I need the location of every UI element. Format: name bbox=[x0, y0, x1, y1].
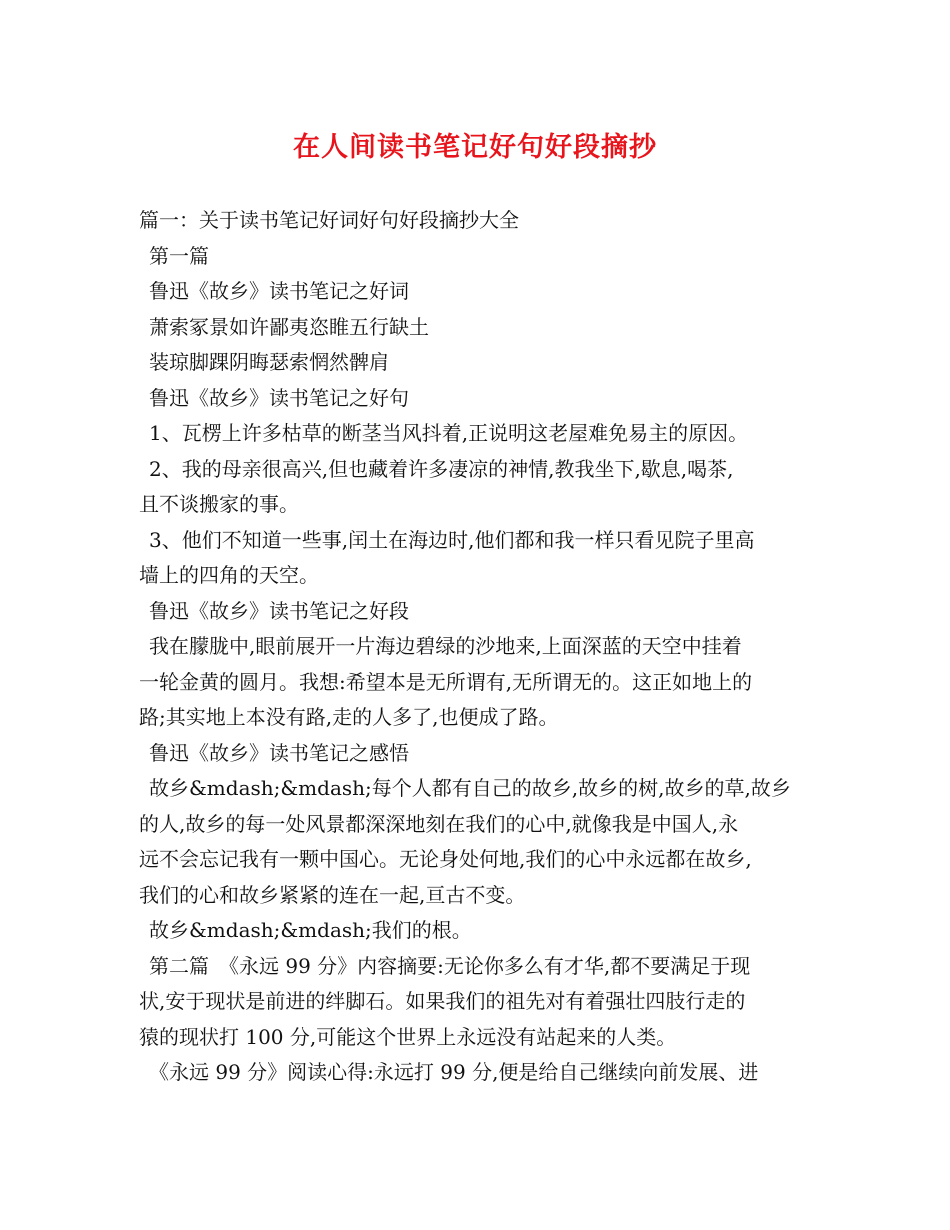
text-line: 我在朦胧中,眼前展开一片海边碧绿的沙地来,上面深蓝的天空中挂着 bbox=[149, 634, 742, 658]
text-line: 鲁迅《故乡》读书笔记之好段 bbox=[149, 598, 409, 623]
text-line: 鲁迅《故乡》读书笔记之好句 bbox=[149, 385, 409, 410]
text-line: 我们的心和故乡紧紧的连在一起,亘古不变。 bbox=[139, 882, 526, 907]
text-line: 远不会忘记我有一颗中国心。无论身处何地,我们的心中永远都在故乡, bbox=[139, 847, 752, 871]
text-line: 路;其实地上本没有路,走的人多了,也便成了路。 bbox=[139, 705, 559, 729]
text-line: 的人,故乡的每一处风景都深深地刻在我们的心中,就像我是中国人,永 bbox=[139, 811, 739, 836]
text-line: 鲁迅《故乡》读书笔记之感悟 bbox=[149, 740, 409, 765]
text-line: 一轮金黄的圆月。我想:希望本是无所谓有,无所谓无的。这正如地上的 bbox=[139, 669, 753, 694]
text-line: 故乡&mdash;&mdash;我们的根。 bbox=[149, 918, 472, 942]
text-line: 状,安于现状是前进的绊脚石。如果我们的祖先对有着强壮四肢行走的 bbox=[139, 989, 746, 1013]
text-line: 第一篇 bbox=[149, 243, 209, 268]
text-line: 装琼脚踝阴晦瑟索惘然髀肩 bbox=[149, 350, 389, 374]
page-title: 在人间读书笔记好句好段摘抄 bbox=[293, 132, 657, 163]
text-line: 第二篇 《永远 99 分》内容摘要:无论你多么有才华,都不要满足于现 bbox=[149, 953, 751, 978]
text-line: 萧索冢景如许鄙夷恣睢五行缺土 bbox=[149, 314, 429, 339]
text-line: 鲁迅《故乡》读书笔记之好词 bbox=[149, 279, 409, 303]
text-line: 1、瓦楞上许多枯草的断茎当风抖着,正说明这老屋难免易主的原因。 bbox=[149, 421, 749, 445]
body-text bbox=[139, 203, 819, 1091]
text-line: 故乡&mdash;&mdash;每个人都有自己的故乡,故乡的树,故乡的草,故乡 bbox=[149, 776, 791, 800]
text-line: 且不谈搬家的事。 bbox=[139, 492, 299, 516]
text-line: 墙上的四角的天空。 bbox=[139, 563, 319, 587]
text-line: 3、他们不知道一些事,闰土在海边时,他们都和我一样只看见院子里高 bbox=[149, 527, 755, 552]
text-line: 猿的现状打 100 分,可能这个世界上永远没有站起来的人类。 bbox=[139, 1024, 677, 1049]
text-line: 篇一：关于读书笔记好词好句好段摘抄大全 bbox=[139, 208, 519, 232]
text-line: 2、我的母亲很高兴,但也藏着许多凄凉的神情,教我坐下,歇息,喝茶, bbox=[149, 456, 734, 481]
text-line: 《永远 99 分》阅读心得:永远打 99 分,便是给自己继续向前发展、进 bbox=[149, 1060, 759, 1084]
